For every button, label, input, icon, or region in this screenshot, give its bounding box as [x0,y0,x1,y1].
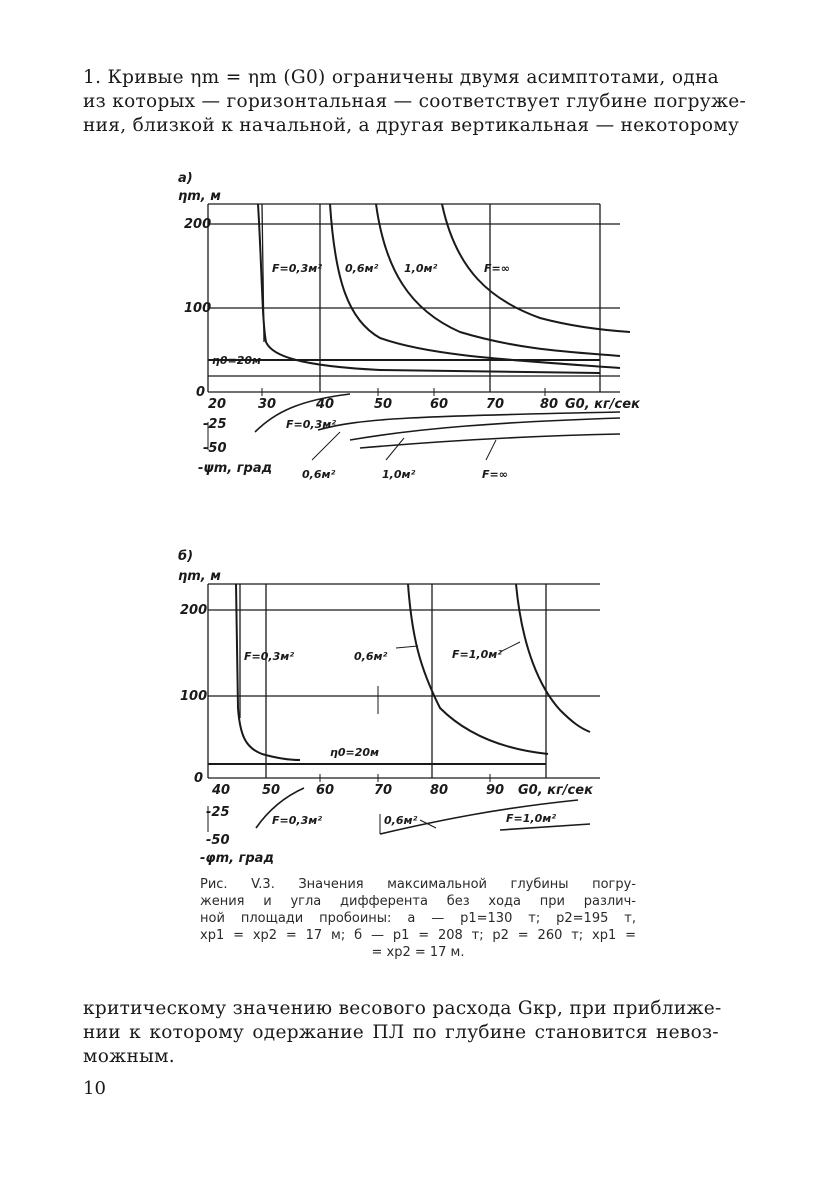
neg-tick-50: -50 [203,441,227,456]
figure-a-curves [258,204,630,373]
page-number: 10 [83,1078,106,1099]
lower-label-1-0: 1,0м² [382,468,416,481]
figure-a [0,160,840,500]
text-line: из которых — горизонтальная — соответствует глубине погруже- [83,91,747,112]
neg-axis-label: -ψm, град [198,461,273,476]
x-tick: 70 [374,783,393,798]
caption-line: ной площади пробоины: а — p1=130 т; p2=195 т, [200,911,636,926]
label-f-inf: F=∞ [484,262,510,275]
x-tick: 50 [262,783,281,798]
y-tick-0: 0 [196,385,206,400]
y-tick-200: 200 [184,217,212,232]
x-tick: 20 [208,397,227,412]
label-b-f-0-3: F=0,3м² [244,650,295,663]
figure-b-panel-label: б) [178,549,194,564]
x-tick: 80 [430,783,449,798]
lower-label-f-inf: F=∞ [482,468,508,481]
y-tick-100: 100 [184,301,212,316]
x-tick: 40 [316,397,335,412]
lower-label-0-6: 0,6м² [302,468,336,481]
curve-f-inf [442,204,630,332]
text-line: 1. Кривые ηm = ηm (G0) ограничены двумя асимптотами, одна [83,67,719,88]
lower-label-b-f-0-3: F=0,3м² [272,814,323,827]
label-b-1-0: F=1,0м² [452,648,503,661]
neg-tick-25: -25 [206,805,230,820]
figure-b-y-axis-label: ηm, м [178,569,221,584]
curve-f-1-0 [376,204,620,356]
figure-a-y-axis-label: ηm, м [178,189,221,204]
label-f-0-3: F=0,3м² [272,262,323,275]
figure-caption [200,876,636,961]
caption-line: жения и угла дифферента без хода при различ- [200,894,636,909]
text-line: можным. [83,1046,175,1067]
curve-f-0-3 [258,204,600,373]
x-tick: 90 [486,783,505,798]
neg-tick-25: -25 [203,417,227,432]
x-tick: 50 [374,397,393,412]
neg-tick-50: -50 [206,833,230,848]
x-tick: 30 [258,397,277,412]
caption-line: Рис. V.3. Значения максимальной глубины погру- [200,877,636,892]
lower-label-f-0-3: F=0,3м² [286,418,337,431]
eta0-label: η0=20м [212,354,262,367]
y-tick-0: 0 [194,771,204,786]
paragraph-bottom [83,997,722,1069]
x-axis-label: G0, кг/сек [565,397,640,412]
label-0-6: 0,6м² [345,262,379,275]
eta0-label-b: η0=20м [330,746,380,759]
x-tick: 60 [430,397,449,412]
x-axis-label-b: G0, кг/сек [518,783,593,798]
x-tick: 60 [316,783,335,798]
x-tick: 70 [486,397,505,412]
paragraph-top [83,66,747,138]
curve-f-0-6 [330,204,620,368]
lower-label-b-0-6: 0,6м² [384,814,418,827]
text-line: нии к которому одержание ПЛ по глубине становится невоз- [83,1022,719,1043]
figure-b-ticks [320,686,490,782]
caption-line: xp1 = xp2 = 17 м; б — p1 = 208 т; p2 = 260 т; xp1 = [200,928,636,943]
figure-a-panel-label: а) [178,171,193,186]
neg-axis-label-b: -φm, град [200,851,274,866]
y-tick-200: 200 [180,603,208,618]
x-tick: 40 [212,783,231,798]
label-b-0-6: 0,6м² [354,650,388,663]
lower-label-b-1-0: F=1,0м² [506,812,557,825]
x-tick: 80 [540,397,559,412]
curve-b-1-0 [516,584,590,732]
label-1-0: 1,0м² [404,262,438,275]
figure-b [0,538,840,868]
caption-line: = xp2 = 17 м. [371,945,465,960]
text-line: критическому значению весового расхода Gкр, при приближе- [83,998,722,1019]
text-line: ния, близкой к начальной, а другая вертикальная — некоторому [83,115,740,136]
y-tick-100: 100 [180,689,208,704]
